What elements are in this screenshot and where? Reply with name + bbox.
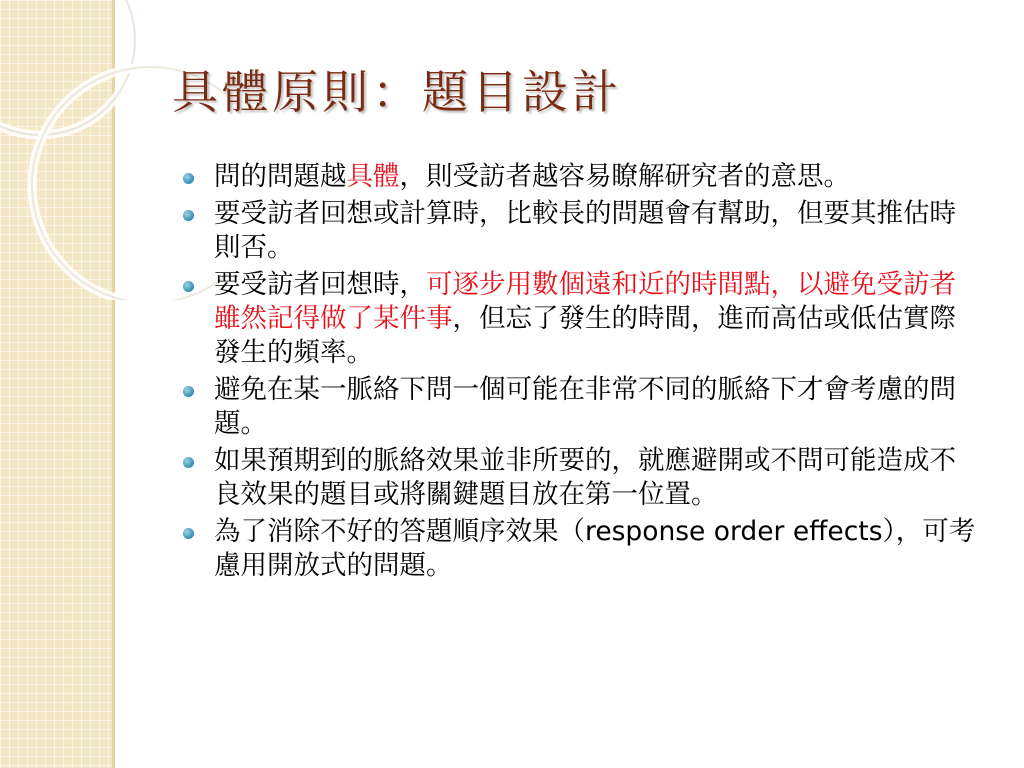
bullet-dot-icon [183, 281, 194, 292]
bullet-dot-icon [183, 457, 194, 468]
bullet-list [180, 160, 980, 586]
item-text: 要受訪者回想或計算時，比較長的問題會有幫助，但要其推估時則否。 [214, 198, 956, 263]
item-text: 避免在某一脈絡下問一個可能在非常不同的脈絡下才會考慮的問題。 [214, 374, 956, 439]
bullet-dot-icon [183, 173, 194, 184]
item-highlight: 具體 [346, 161, 400, 192]
item-text: ，則受訪者越容易瞭解研究者的意思。 [399, 161, 850, 192]
item-text: 如果預期到的脈絡效果並非所要的，就應避開或不問可能造成不良效果的題目或將關鍵題目放在第一位置。 [214, 445, 956, 510]
bullet-item-3 [180, 268, 980, 370]
slide-title: 具體原則：題目設計 [172, 65, 622, 119]
bullet-item-2 [180, 197, 980, 265]
item-highlight: 可逐步用數個遠和近的時間點，以避免受訪者雖然記得做了某件事 [214, 269, 956, 334]
bullet-item-6 [180, 515, 980, 583]
bullet-dot-icon [183, 210, 194, 221]
item-text: 為了消除不好的答題順序效果（response order effects），可考慮用開放式的問題。 [214, 516, 976, 581]
item-text: 問的問題越 [214, 161, 347, 192]
bullet-dot-icon [183, 528, 194, 539]
bullet-item-5 [180, 444, 980, 512]
item-text: ，但忘了發生的時間，進而高估或低估實際發生的頻率。 [214, 303, 956, 368]
bullet-item-4 [180, 373, 980, 441]
bullet-item-1 [180, 160, 980, 194]
bullet-dot-icon [183, 386, 194, 397]
item-text: 要受訪者回想時， [214, 269, 426, 300]
